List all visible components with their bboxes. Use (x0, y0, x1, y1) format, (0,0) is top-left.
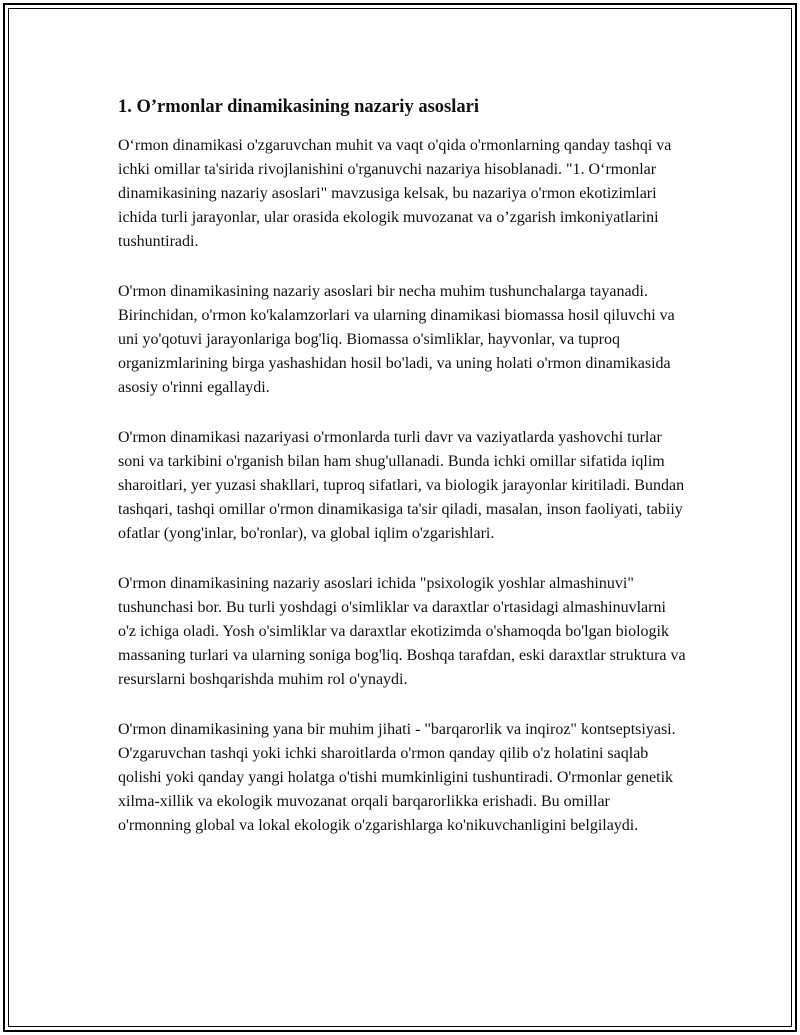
paragraph-4: O'rmon dinamikasining nazariy asoslari ichida "psixologik yoshlar almashinuvi" tushunchasi bor. Bu turli yoshdagi o'simliklar va daraxtlar o'rtasidagi almashinuvlarni o'z ichiga oladi. Yosh o'simliklar va daraxtlar ekotizimda o'shamoqda bo'lgan biologik massaning turlari va ularning soniga bog'liq. Boshqa tarafdan, eski daraxtlar struktura va resurslarni boshqarishda muhim rol o'ynaydi. (118, 575, 686, 688)
paragraph-2: O'rmon dinamikasining nazariy asoslari bir necha muhim tushunchalarga tayanadi. Birinchidan, o'rmon ko'kalamzorlari va ularning dinamikasi biomassa hosil qiluvchi va uni yo'qotuvi jarayonlariga bog'liq. Biomassa o'simliklar, hayvonlar, va tuproq organizmlarining birga yashashidan hosil bo'ladi, va uning holati o'rmon dinamikasida asosiy o'rinni egallaydi. (118, 283, 675, 396)
section-title: 1. O’rmonlar dinamikasining nazariy asoslari (118, 97, 479, 117)
document-body (118, 94, 686, 864)
paragraph-3: O'rmon dinamikasi nazariyasi o'rmonlarda turli davr va vaziyatlarda yashovchi turlar soni va tarkibini o'rganish bilan ham shug'ullanadi. Bunda ichki omillar sifatida iqlim sharoitlari, yer yuzasi shakllari, tuproq sifatlari, va biologik jarayonlar kiritiladi. Bundan tashqari, tashqi omillar o'rmon dinamikasiga ta'sir qiladi, masalan, inson faoliyati, tabiiy ofatlar (yong'inlar, bo'ronlar), va global iqlim o'zgarishlari. (118, 429, 685, 542)
paragraph-5: O'rmon dinamikasining yana bir muhim jihati - "barqarorlik va inqiroz" kontseptsiyasi. O'zgaruvchan tashqi yoki ichki sharoitlarda o'rmon qanday qilib o'z holatini saqlab qolishi yoki qanday yangi holatga o'tishi mumkinligini tushuntiradi. O'rmonlar genetik xilma-xillik va ekologik muvozanat orqali barqarorlikka erishadi. Bu omillar o'rmonning global va lokal ekologik o'zgarishlarga ko'nikuvchanligini belgilaydi. (118, 721, 676, 834)
paragraph-1: O‘rmon dinamikasi o'zgaruvchan muhit va vaqt o'qida o'rmonlarning qanday tashqi va ichki omillar ta'sirida rivojlanishini o'rganuvchi nazariya hisoblanadi. "1. O‘rmonlar dinamikasining nazariy asoslari" mavzusiga kelsak, bu nazariya o'rmon ekotizimlari ichida turli jarayonlar, ular orasida ekologik muvozanat va o’zgarish imkoniyatlarini tushuntiradi. (118, 137, 672, 250)
